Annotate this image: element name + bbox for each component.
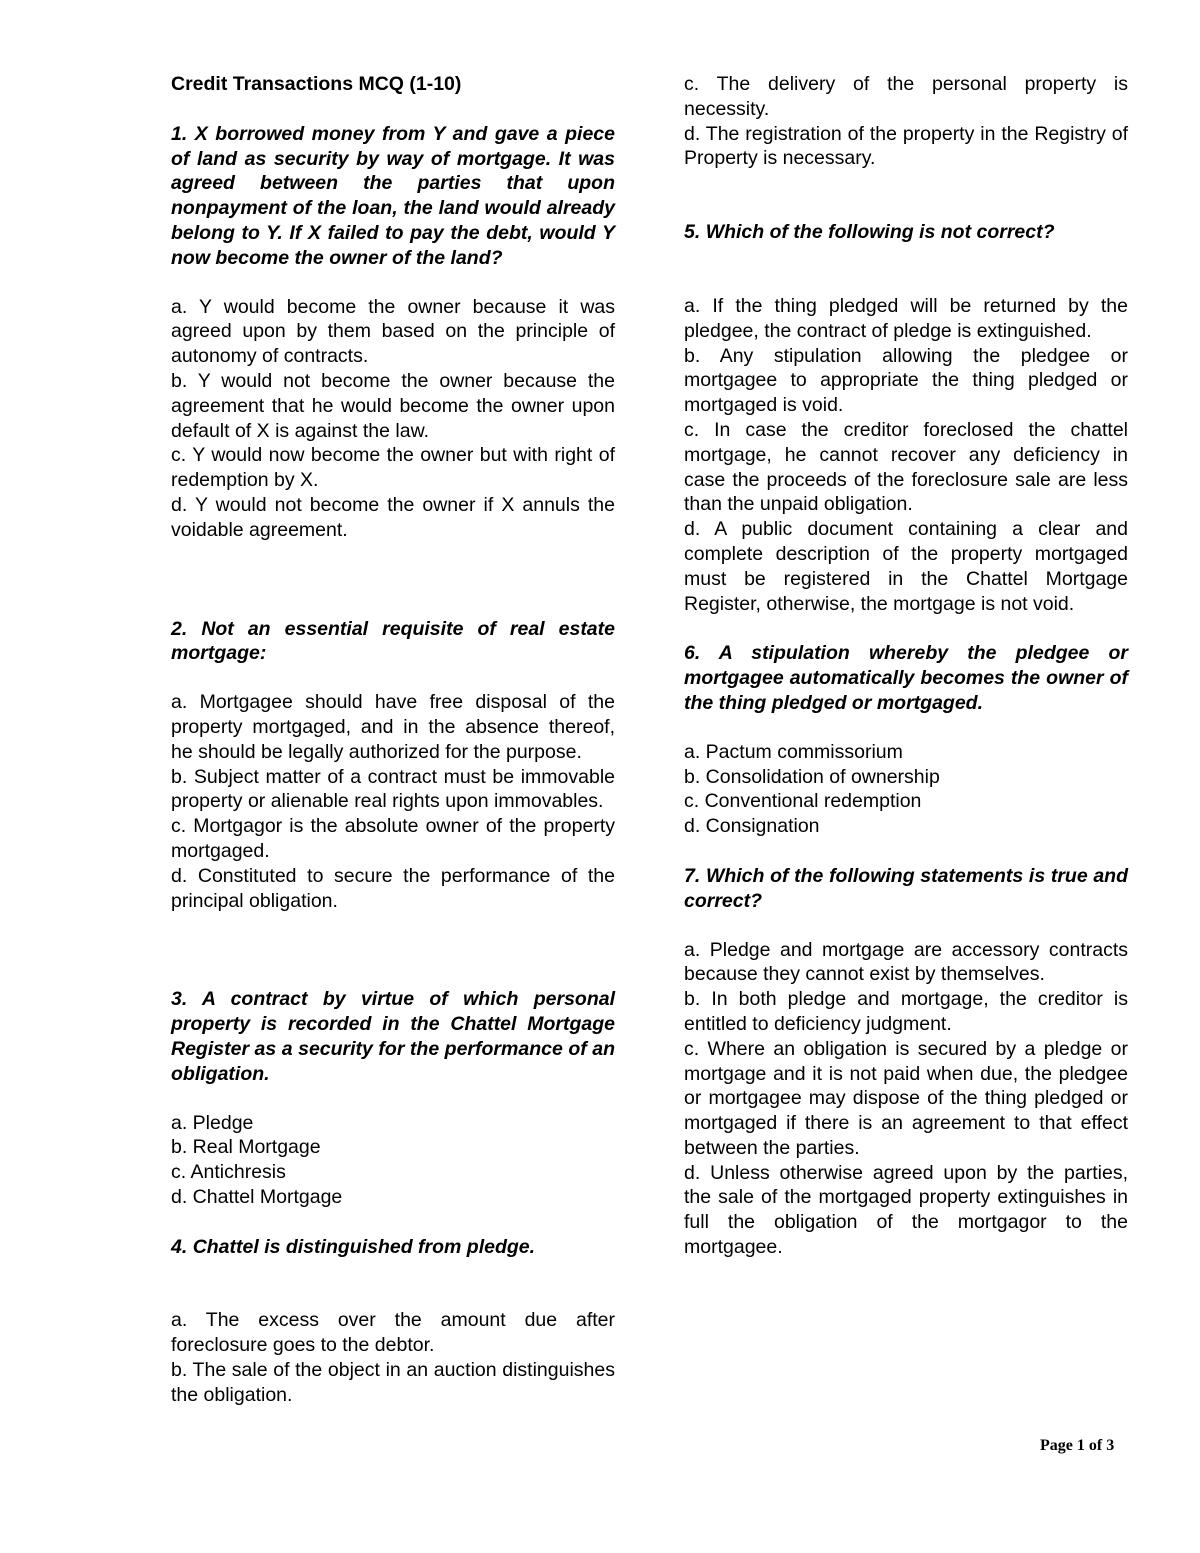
question-4-options-right [684, 72, 1128, 171]
option-7b: b. In both pledge and mortgage, the creditor is entitled to deficiency judgment. [684, 988, 1128, 1035]
question-6-number: 6. [684, 642, 701, 665]
question-4-number: 4. [171, 1235, 188, 1258]
question-1-options [171, 295, 615, 543]
option-7d: d. Unless otherwise agreed upon by the parties, the sale of the mortgaged property extinguishes in full the obligation of the mortgagor to the mortgagee. [684, 1161, 1128, 1259]
option-3a: a. Pledge [171, 1111, 254, 1134]
option-2a: a. Mortgagee should have free disposal of the property mortgaged, and in the absence thereof, he should be legally authorized for the purpose. [171, 691, 615, 763]
question-2-number: 2. [171, 617, 188, 640]
question-1-text: X borrowed money from Y and gave a piece of land as security by way of mortgage. It was agreed between the parties that upon nonpayment of the loan, the land would already belong to Y. If X failed to pay the debt, would Y now become the owner of the land? [171, 122, 615, 269]
option-1c: c. Y would now become the owner but with right of redemption by X. [171, 444, 615, 492]
question-1-number: 1. [171, 122, 188, 145]
option-2d: d. Constituted to secure the performance of the principal obligation. [171, 864, 615, 912]
option-2c: c. Mortgagor is the absolute owner of the property mortgaged. [171, 815, 615, 862]
option-6b: b. Consolidation of ownership [684, 765, 940, 788]
question-7 [684, 864, 1128, 914]
option-1a: a. Y would become the owner because it was agreed upon by them based on the principle of autonomy of contracts. [171, 295, 615, 368]
question-6-text: A stipulation whereby the pledgee or mortgagee automatically becomes the owner of the thing pledged or mortgaged. [684, 642, 1128, 714]
page-footer [1040, 1437, 1114, 1455]
option-5b: b. Any stipulation allowing the pledgee or mortgagee to appropriate the thing pledged or mortgaged is void. [684, 344, 1128, 417]
option-4b: b. The sale of the object in an auction distinguishes the obligation. [171, 1359, 615, 1406]
question-6-options [684, 740, 1128, 839]
question-2-options [171, 690, 615, 913]
option-6d: d. Consignation [684, 815, 820, 838]
left-column [171, 72, 615, 1408]
question-5 [684, 220, 1128, 245]
document-title: Credit Transactions MCQ (1-10) [171, 73, 462, 95]
option-6c: c. Conventional redemption [684, 790, 922, 813]
option-4c: c. The delivery of the personal property is necessity. [684, 73, 1128, 120]
option-6a: a. Pactum commissorium [684, 740, 903, 763]
option-4d: d. The registration of the property in the Registry of Property is necessary. [684, 122, 1128, 170]
question-5-options [684, 294, 1128, 616]
question-2 [171, 617, 615, 667]
question-7-options [684, 938, 1128, 1260]
question-4 [171, 1235, 615, 1260]
question-1 [171, 122, 615, 271]
question-5-number: 5. [684, 221, 701, 244]
question-4-text: Chattel is distinguished from pledge. [192, 1235, 536, 1258]
question-6 [684, 641, 1128, 715]
right-column [684, 72, 1128, 1260]
question-3-options [171, 1111, 615, 1210]
option-5d: d. A public document containing a clear and complete description of the property mortgaged must be registered in the Chattel Mortgage Register, otherwise, the mortgage is not void. [684, 518, 1128, 615]
question-4-options-left [171, 1308, 615, 1407]
question-5-text: Which of the following is not correct? [705, 221, 1055, 244]
option-3c: c. Antichresis [171, 1161, 286, 1184]
option-2b: b. Subject matter of a contract must be immovable property or alienable real rights upon immovables. [171, 765, 615, 813]
option-7a: a. Pledge and mortgage are accessory contracts because they cannot exist by themselves. [684, 938, 1128, 986]
option-3d: d. Chattel Mortgage [171, 1185, 343, 1208]
option-7c: c. Where an obligation is secured by a pledge or mortgage and it is not paid when due, the pledgee or mortgagee may dispose of the thing pledged or mortgaged if there is an agreement to that effect between the parties. [684, 1037, 1128, 1159]
option-1b: b. Y would not become the owner because the agreement that he would become the owner upon default of X is against the law. [171, 369, 615, 442]
option-5a: a. If the thing pledged will be returned by the pledgee, the contract of pledge is extinguished. [684, 294, 1128, 342]
option-1d: d. Y would not become the owner if X annuls the voidable agreement. [171, 493, 615, 541]
option-5c: c. In case the creditor foreclosed the chattel mortgage, he cannot recover any deficiency in case the proceeds of the foreclosure sale are less than the unpaid obligation. [684, 418, 1128, 516]
question-3-number: 3. [171, 988, 188, 1011]
question-2-text: Not an essential requisite of real estate mortgage: [171, 617, 615, 665]
question-3 [171, 987, 615, 1086]
question-3-text: A contract by virtue of which personal property is recorded in the Chattel Mortgage Register as a security for the performance of an obligation. [171, 988, 615, 1085]
option-3b: b. Real Mortgage [171, 1136, 321, 1159]
page-number-label: Page 1 of 3 [1040, 1437, 1115, 1454]
question-7-number: 7. [684, 864, 701, 887]
question-7-text: Which of the following statements is true and correct? [684, 864, 1129, 912]
option-4a: a. The excess over the amount due after foreclosure goes to the debtor. [171, 1309, 615, 1357]
